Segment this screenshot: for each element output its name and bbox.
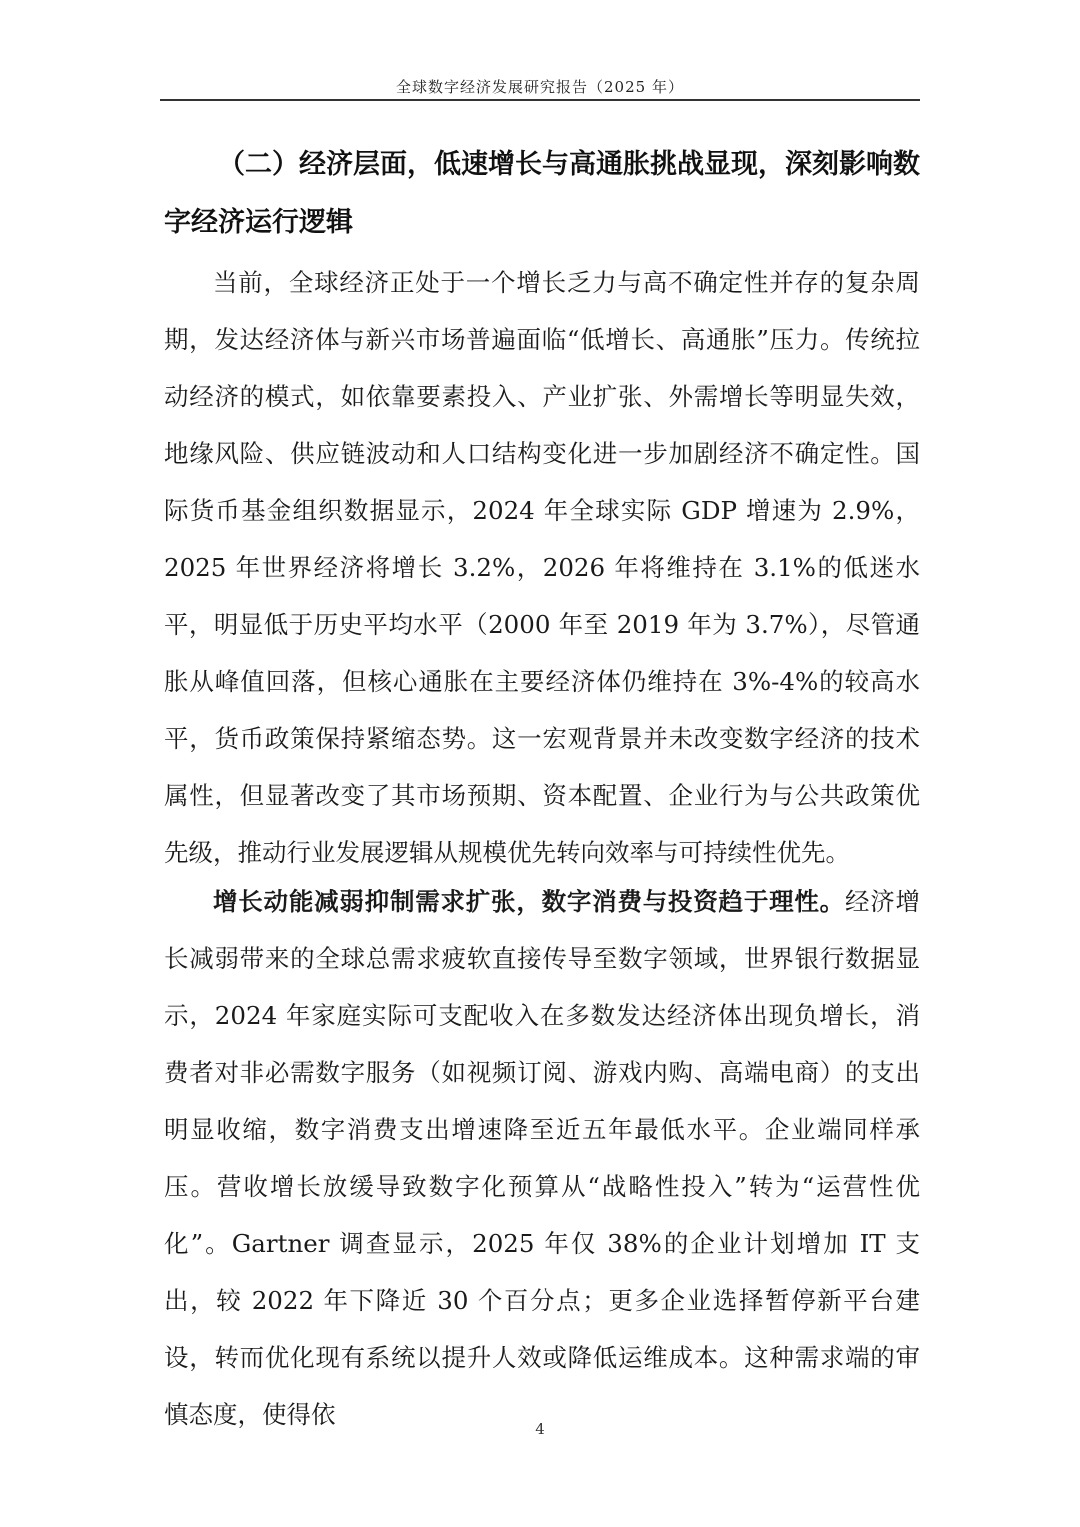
- paragraph-text: 当前，全球经济正处于一个增长乏力与高不确定性并存的复杂周期，发达经济体与新兴市场普遍面临“低增长、高通胀”压力。传统拉动经济的模式，如依靠要素投入、产业扩张、外需增长等明显失效，地缘风险、供应链波动和人口结构变化进一步加剧经济不确定性。国际货币基金组织数据显示，2024 年全球实际 GDP 增速为 2.9%，2025 年世界经济将增长 3.2%，2026 年将维持在 3.1%的低迷水平，明显低于历史平均水平（2000 年至 2019 年为 3.7%），尽管通胀从峰值回落，但核心通胀在主要经济体仍维持在 3%-4%的较高水平，货币政策保持紧缩态势。这一宏观背景并未改变数字经济的技术属性，但显著改变了其市场预期、资本配置、企业行为与公共政策优先级，推动行业发展逻辑从规模优先转向效率与可持续性优先。: [164, 268, 920, 867]
- body-paragraph: [164, 873, 920, 1443]
- paragraph-text: 经济增长减弱带来的全球总需求疲软直接传导至数字领域，世界银行数据显示，2024 年家庭实际可支配收入在多数发达经济体出现负增长，消费者对非必需数字服务（如视频订阅、游戏内购、高端电商）的支出明显收缩，数字消费支出增速降至近五年最低水平。企业端同样承压。营收增长放缓导致数字化预算从“战略性投入”转为“运营性优化”。Gartner 调查显示，2025 年仅 38%的企业计划增加 IT 支出，较 2022 年下降近 30 个百分点；更多企业选择暂停新平台建设，转而优化现有系统以提升人效或降低运维成本。这种需求端的审慎态度，使得依: [164, 887, 921, 1429]
- page-number: 4: [535, 1420, 545, 1438]
- paragraph-lead-sentence: 增长动能减弱抑制需求扩张，数字消费与投资趋于理性。: [213, 887, 845, 916]
- running-header: 全球数字经济发展研究报告（2025 年）: [396, 78, 684, 96]
- section-title: （二）经济层面，低速增长与高通胀挑战显现，深刻影响数字经济运行逻辑: [164, 149, 920, 238]
- header-rule: [160, 99, 920, 101]
- body-paragraph: [164, 254, 920, 881]
